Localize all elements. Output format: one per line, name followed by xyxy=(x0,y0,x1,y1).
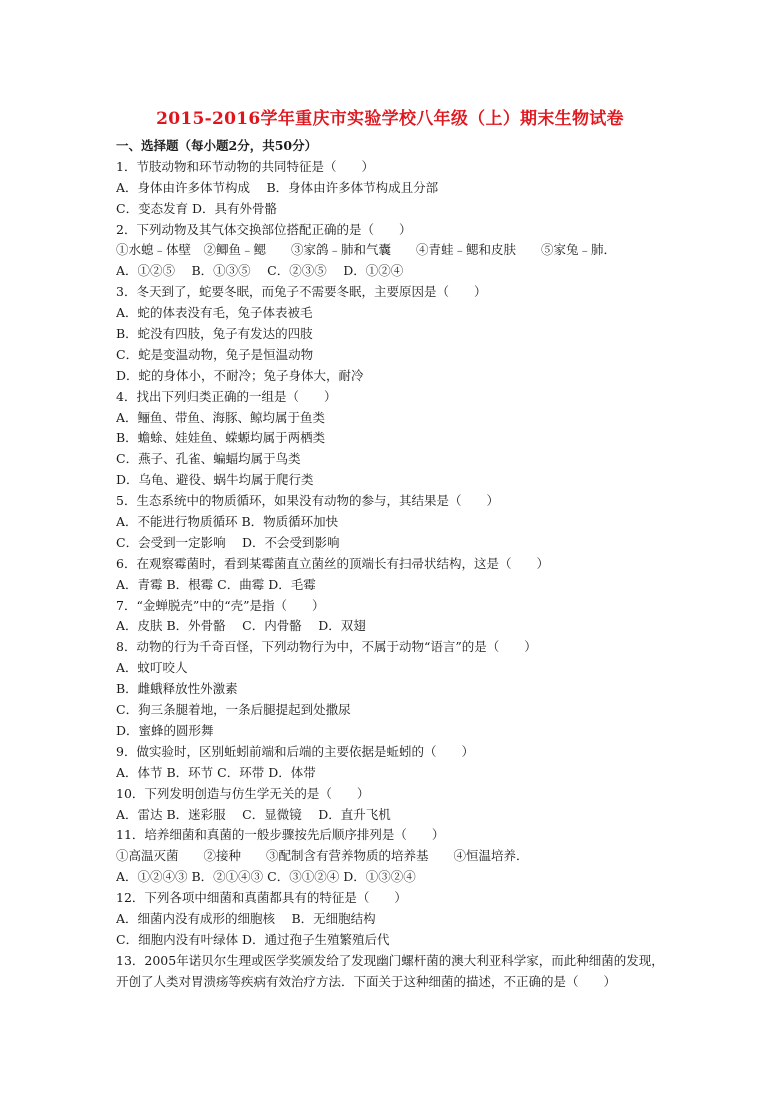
question-13-text: 13．2005年诺贝尔生理或医学奖颁发给了发现幽门螺杆菌的澳大利亚科学家，而此种细菌的发现，开创了人类对胃溃疡等疾病有效治疗方法．下面关于这种细菌的描述，不正确的是（ ） xyxy=(116,952,664,989)
text-line: 2．下列动物及其气体交换部位搭配正确的是（ ） xyxy=(116,221,412,237)
text-line: D．蛇的身体小，不耐冷；兔子身体大，耐冷 xyxy=(116,367,364,383)
text-line: A．蚊叮咬人 xyxy=(116,660,188,676)
text-line: 12．下列各项中细菌和真菌都具有的特征是（ ） xyxy=(116,890,407,906)
text-line: C．会受到一定影响 D．不会受到影响 xyxy=(116,534,340,550)
text-line: 7．“金蝉脱壳”中的“壳”是指（ ） xyxy=(116,597,325,613)
text-line: B．雌蛾释放性外激素 xyxy=(116,681,238,697)
text-line: 3．冬天到了，蛇要冬眠，而兔子不需要冬眠，主要原因是（ ） xyxy=(116,284,487,300)
text-line: C．燕子、孔雀、蝙蝠均属于鸟类 xyxy=(116,451,301,467)
text-line: B．蛇没有四肢，兔子有发达的四肢 xyxy=(116,326,313,342)
text-line: A．雷达 B．迷彩服 C．显微镜 D．直升飞机 xyxy=(116,806,391,822)
text-line: ①水螅﹣体壁 ②鲫鱼﹣鳃 ③家鸽﹣肺和气囊 ④青蛙﹣鳃和皮肤 ⑤家兔﹣肺． xyxy=(116,242,617,258)
text-line: 4．找出下列归类正确的一组是（ ） xyxy=(116,388,337,404)
text-line: A．皮肤 B．外骨骼 C．内骨骼 D．双翅 xyxy=(116,618,366,634)
text-line: A．身体由许多体节构成 B．身体由许多体节构成且分部 xyxy=(116,179,439,195)
text-line: D．蜜蜂的圆形舞 xyxy=(116,722,214,738)
text-line: A．①②④③ B．②①④③ C．③①②④ D．①③②④ xyxy=(116,869,416,885)
text-line: C．细胞内没有叶绿体 D．通过孢子生殖繁殖后代 xyxy=(116,931,390,947)
text-line: A．①②⑤ B．①③⑤ C．②③⑤ D．①②④ xyxy=(116,263,404,279)
text-line: A．青霉 B．根霉 C．曲霉 D．毛霉 xyxy=(116,576,316,592)
exam-title: 2015-2016学年重庆市实验学校八年级（上）期末生物试卷 xyxy=(156,109,624,129)
text-line: 8．动物的行为千奇百怪，下列动物行为中，不属于动物“语言”的是（ ） xyxy=(116,639,537,655)
text-line: 1．节肢动物和环节动物的共同特征是（ ） xyxy=(116,158,374,174)
exam-body xyxy=(116,136,676,993)
text-line: 5．生态系统中的物质循环，如果没有动物的参与，其结果是（ ） xyxy=(116,493,499,509)
text-line: C．变态发育 D．具有外骨骼 xyxy=(116,200,278,216)
text-line: 9．做实验时，区别蚯蚓前端和后端的主要依据是蚯蚓的（ ） xyxy=(116,743,474,759)
text-line: ①高温灭菌 ②接种 ③配制含有营养物质的培养基 ④恒温培养． xyxy=(116,848,529,864)
text-line: C．狗三条腿着地，一条后腿提起到处撒尿 xyxy=(116,702,351,718)
section-header: 一、选择题（每小题2分，共50分） xyxy=(116,138,318,153)
text-line: A．体节 B．环节 C．环带 D．体带 xyxy=(116,764,316,780)
text-line: A．细菌内没有成形的细胞核 B．无细胞结构 xyxy=(116,910,376,926)
text-line: 11．培养细菌和真菌的一般步骤按先后顺序排列是（ ） xyxy=(116,827,445,843)
text-line: 6．在观察霉菌时，看到某霉菌直立菌丝的顶端长有扫帚状结构，这是（ ） xyxy=(116,555,549,571)
text-line: C．蛇是变温动物，兔子是恒温动物 xyxy=(116,346,314,362)
text-line: A．不能进行物质循环 B．物质循环加快 xyxy=(116,514,339,530)
text-line: A．蛇的体表没有毛，兔子体表被毛 xyxy=(116,305,313,321)
text-line: 10．下列发明创造与仿生学无关的是（ ） xyxy=(116,785,370,801)
text-line: A．鲡鱼、带鱼、海豚、鲸均属于鱼类 xyxy=(116,409,326,425)
text-line: D．乌龟、避役、蜗牛均属于爬行类 xyxy=(116,472,314,488)
text-line: B．蟾蜍、娃娃鱼、蝾螈均属于两栖类 xyxy=(116,430,326,446)
